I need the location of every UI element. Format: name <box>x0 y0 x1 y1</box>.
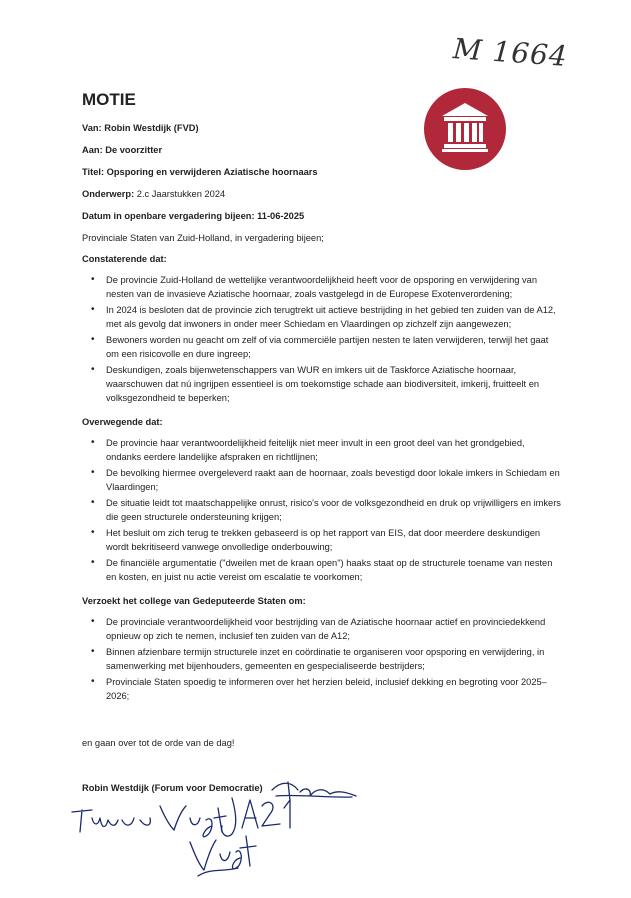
signature-westdijk <box>272 782 356 800</box>
document-title: MOTIE <box>82 90 136 109</box>
motion-body <box>82 121 562 713</box>
list-item: • De financiële argumentatie ("dweilen met de kraan open") haaks staat op de structurele toename van nesten en kosten, en juist nu actie vereist om escalatie te voorkomen; <box>82 556 562 584</box>
verzoekt-heading: Verzoekt het college van Gedeputeerde Staten om: <box>82 596 306 606</box>
meta-titel <box>82 165 562 179</box>
list-item: • De situatie leidt tot maatschappelijke onrust, risico's voor de volksgezondheid en druk op vrijwilligers en imkers die geen structurele ondersteuning krijgen; <box>82 496 562 524</box>
overwegende-heading: Overwegende dat: <box>82 417 163 427</box>
meta-titel-value: Opsporing en verwijderen Aziatische hoornaars <box>106 167 318 177</box>
signature-van-vugt <box>72 806 226 837</box>
list-item: • De provinciale verantwoordelijkheid voor bestrijding van de Aziatische hoornaar actief en provinciedekkend opnieuw op zich te nemen, inclusief ten zuiden van de A12; <box>82 615 562 643</box>
list-item: • Deskundigen, zoals bijenwetenschappers van WUR en imkers uit de Taskforce Aziatische hoornaar, waarschuwen dat nú ingrijpen essentieel is om toekomstige schade aan biodiversiteit, imkerij, fruitteelt en volksgezondheid te beperken; <box>82 363 562 405</box>
meta-datum-text: Datum in openbare vergadering bijeen: 11-06-2025 <box>82 211 305 221</box>
meta-aan-value: De voorzitter <box>105 145 163 155</box>
list-item: • Het besluit om zich terug te trekken gebaseerd is op het rapport van EIS, dat door meerdere deskundigen wordt bekritiseerd vanwege onvolledige onderbouwing; <box>82 526 562 554</box>
signer-name: Robin Westdijk (Forum voor Democratie) <box>82 783 263 793</box>
signature-vugt <box>190 836 256 876</box>
overwegende-list <box>82 436 562 584</box>
list-item: • Binnen afzienbare termijn structurele inzet en coördinatie te organiseren voor opsporing en verwijdering, in samenwerking met bijenhouders, gemeenten en gespecialiseerde bestrijders; <box>82 645 562 673</box>
handwritten-reference: M 1664 <box>451 32 569 73</box>
meta-van-label: Van: <box>82 123 102 133</box>
list-item: • De provincie Zuid-Holland de wettelijke verantwoordelijkheid heeft voor de opsporing en verwijdering van nesten van de invasieve Aziatische hoornaar, zoals vastgelegd in de Europese Exotenverordening; <box>82 273 562 301</box>
lead-text: Provinciale Staten van Zuid-Holland, in vergadering bijeen; <box>82 233 324 243</box>
meta-onderwerp-value: 2.c Jaarstukken 2024 <box>136 189 226 199</box>
list-item: • De provincie haar verantwoordelijkheid feitelijk niet meer invult in een groot deel van het grondgebied, ondanks eerdere landelijke afspraken en richtlijnen; <box>82 436 562 464</box>
constaterende-heading: Constaterende dat: <box>82 254 167 264</box>
signature-ja21 <box>222 798 290 836</box>
meta-titel-label: Titel: <box>82 167 105 177</box>
meta-van <box>82 121 562 135</box>
verzoekt-list <box>82 615 562 703</box>
list-item: • De bevolking hiermee overgeleverd raakt aan de hoornaar, zoals bevestigd door lokale imkers in Schiedam en Vlaardingen; <box>82 466 562 494</box>
meta-aan-label: Aan: <box>82 145 103 155</box>
list-item: • In 2024 is besloten dat de provincie zich terugtrekt uit actieve bestrijding in het gebied ten zuiden van de A12, met als gevolg dat inwoners in onder meer Schiedam en Vlaardingen op zichzelf zijn aangewezen; <box>82 303 562 331</box>
meta-van-value: Robin Westdijk (FVD) <box>104 123 199 133</box>
meta-onderwerp <box>82 187 562 201</box>
meta-aan <box>82 143 562 157</box>
meta-onderwerp-label: Onderwerp: <box>82 189 135 199</box>
list-item: • Bewoners worden nu geacht om zelf of via commerciële partijen nesten te laten verwijderen, terwijl het gaat om een risicovolle en dure ingreep; <box>82 333 562 361</box>
closing-text: en gaan over tot de orde van de dag! <box>82 738 235 748</box>
constaterende-list <box>82 273 562 405</box>
list-item: • Provinciale Staten spoedig te informeren over het herzien beleid, inclusief dekking en begroting voor 2025–2026; <box>82 675 562 703</box>
meta-datum <box>82 209 562 223</box>
